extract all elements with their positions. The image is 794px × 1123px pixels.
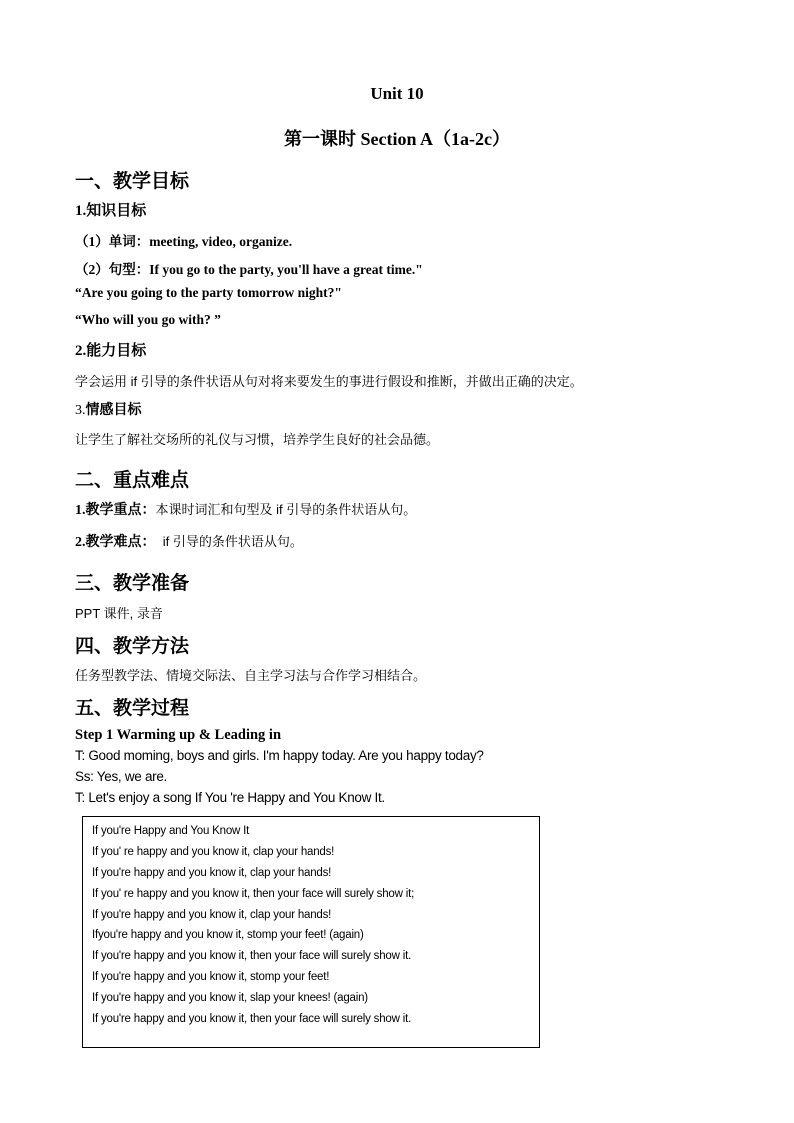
song-line: If you' re happy and you know it, then your face will surely show it;: [92, 888, 415, 900]
difficulty-line: [75, 531, 303, 551]
process-heading: 五、教学过程: [75, 698, 190, 719]
difficulty-label: 2.教学难点：: [75, 535, 156, 550]
methods-heading: 四、教学方法: [75, 636, 190, 657]
keypoints-heading: 二、重点难点: [75, 470, 190, 491]
vocab-line: （1）单词：meeting, video, organize.: [75, 234, 293, 249]
ability-heading: 2.能力目标: [75, 343, 147, 359]
song-lyrics-box: [82, 816, 540, 1048]
knowledge-heading: 1.知识目标: [75, 203, 147, 219]
song-line: If you're happy and you know it, clap your hands!: [92, 909, 332, 921]
methods-text: 任务型教学法、情境交际法、自主学习法与合作学习相结合。: [75, 668, 427, 683]
emotion-heading-text: 情感目标: [85, 403, 142, 418]
sentence-line-1: （2）句型：If you go to the party, you'll have a great time.": [75, 262, 423, 277]
dialog-line-teacher-1: T: Good moming, boys and girls. I'm happy today. Are you happy today?: [75, 748, 484, 763]
emotion-text: 让学生了解社交场所的礼仪与习惯，培养学生良好的社会品德。: [75, 432, 440, 447]
emotion-heading: [75, 399, 142, 419]
emotion-heading-num: 3.: [75, 403, 86, 418]
song-line: Ifyou're happy and you know it, stomp your feet! (again): [92, 929, 364, 941]
dialog-line-teacher-2: T: Let's enjoy a song If You 're Happy and You Know It.: [75, 790, 385, 805]
focus-text: 本课时词汇和句型及 if 引导的条件状语从句。: [155, 502, 417, 517]
step1-heading: Step 1 Warming up & Leading in: [75, 727, 282, 743]
difficulty-text: if 引导的条件状语从句。: [155, 534, 303, 549]
preparation-text: PPT 课件, 录音: [75, 606, 163, 621]
sentence-line-3: “Who will you go with? ”: [75, 312, 221, 327]
song-line: If you're happy and you know it, stomp your feet!: [92, 971, 330, 983]
ability-text: 学会运用 if 引导的条件状语从句对将来要发生的事进行假设和推断，并做出正确的决定。: [75, 374, 583, 389]
dialog-line-students-1: Ss: Yes, we are.: [75, 769, 168, 784]
song-line: If you're happy and you know it, then your face will surely show it.: [92, 950, 412, 962]
objectives-heading: 一、教学目标: [75, 171, 190, 192]
focus-line: [75, 499, 416, 519]
song-line: If you're happy and you know it, then your face will surely show it.: [92, 1013, 412, 1025]
focus-label: 1.教学重点：: [75, 503, 156, 518]
song-title: If you're Happy and You Know It: [92, 825, 250, 837]
lesson-title: 第一课时 Section A（1a-2c）: [284, 129, 510, 149]
song-line: If you' re happy and you know it, clap your hands!: [92, 846, 335, 858]
preparation-heading: 三、教学准备: [75, 573, 190, 594]
sentence-line-2: “Are you going to the party tomorrow night?": [75, 285, 342, 300]
unit-title: Unit 10: [370, 84, 424, 103]
song-line: If you're happy and you know it, slap your knees! (again): [92, 992, 368, 1004]
song-line: If you're happy and you know it, clap your hands!: [92, 867, 332, 879]
